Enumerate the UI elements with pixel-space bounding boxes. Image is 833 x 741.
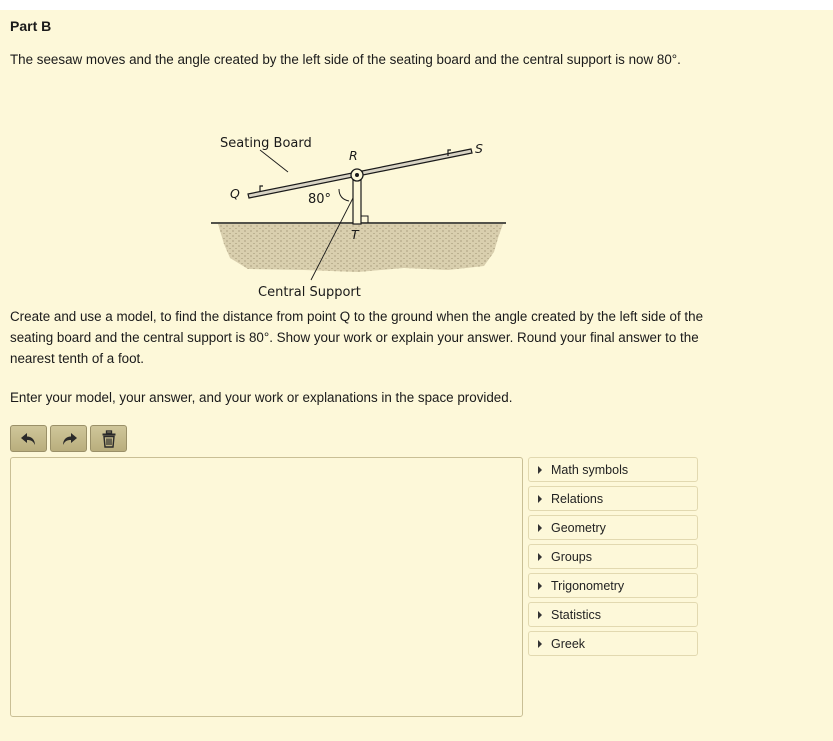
palette-relations[interactable]: [528, 486, 698, 511]
palette-groups[interactable]: [528, 544, 698, 569]
palette-label: Statistics: [551, 607, 602, 622]
caret-right-icon: [538, 553, 542, 561]
palette-label: Geometry: [551, 520, 606, 535]
palette-label: Math symbols: [551, 462, 629, 477]
palette-label: Greek: [551, 636, 586, 651]
point-s-label: S: [475, 141, 483, 156]
seating-board-label: Seating Board: [220, 136, 312, 151]
caret-right-icon: [538, 640, 542, 648]
trash-icon: [101, 430, 117, 448]
seesaw-figure: [208, 120, 508, 300]
answer-input[interactable]: [10, 457, 523, 717]
caret-right-icon: [538, 524, 542, 532]
question-text: Create and use a model, to find the distance from point Q to the ground when the angle created by the left side of the seating board and the central support is 80°. Show your work or explain your answer. Round your final answer to the nearest tenth of a foot.: [10, 309, 704, 366]
palette-label: Trigonometry: [551, 578, 625, 593]
delete-button[interactable]: [90, 425, 127, 452]
palette-geometry[interactable]: [528, 515, 698, 540]
palette-statistics[interactable]: [528, 602, 698, 627]
caret-right-icon: [538, 495, 542, 503]
redo-button[interactable]: [50, 425, 87, 452]
intro-text: The seesaw moves and the angle created by the left side of the seating board and the central support is now 80°.: [10, 52, 681, 67]
question-panel: [0, 10, 833, 741]
angle-label: 80°: [308, 192, 332, 207]
editor-toolbar: [10, 425, 127, 452]
undo-icon: [20, 431, 38, 447]
point-r-label: R: [349, 148, 358, 163]
part-title: Part B: [10, 18, 52, 34]
central-support-post: [353, 180, 361, 224]
caret-right-icon: [538, 582, 542, 590]
point-t-label: T: [351, 227, 359, 242]
undo-button[interactable]: [10, 425, 47, 452]
palette-trigonometry[interactable]: [528, 573, 698, 598]
redo-icon: [60, 431, 78, 447]
point-q-label: Q: [230, 186, 240, 201]
instruction-text: Enter your model, your answer, and your work or explanations in the space provided.: [10, 390, 513, 405]
palette-label: Groups: [551, 549, 592, 564]
symbol-palette: [528, 457, 698, 660]
palette-math-symbols[interactable]: [528, 457, 698, 482]
caret-right-icon: [538, 611, 542, 619]
central-support-label: Central Support: [258, 285, 361, 300]
palette-greek[interactable]: [528, 631, 698, 656]
caret-right-icon: [538, 466, 542, 474]
angle-arc: [339, 189, 349, 201]
palette-label: Relations: [551, 491, 604, 506]
